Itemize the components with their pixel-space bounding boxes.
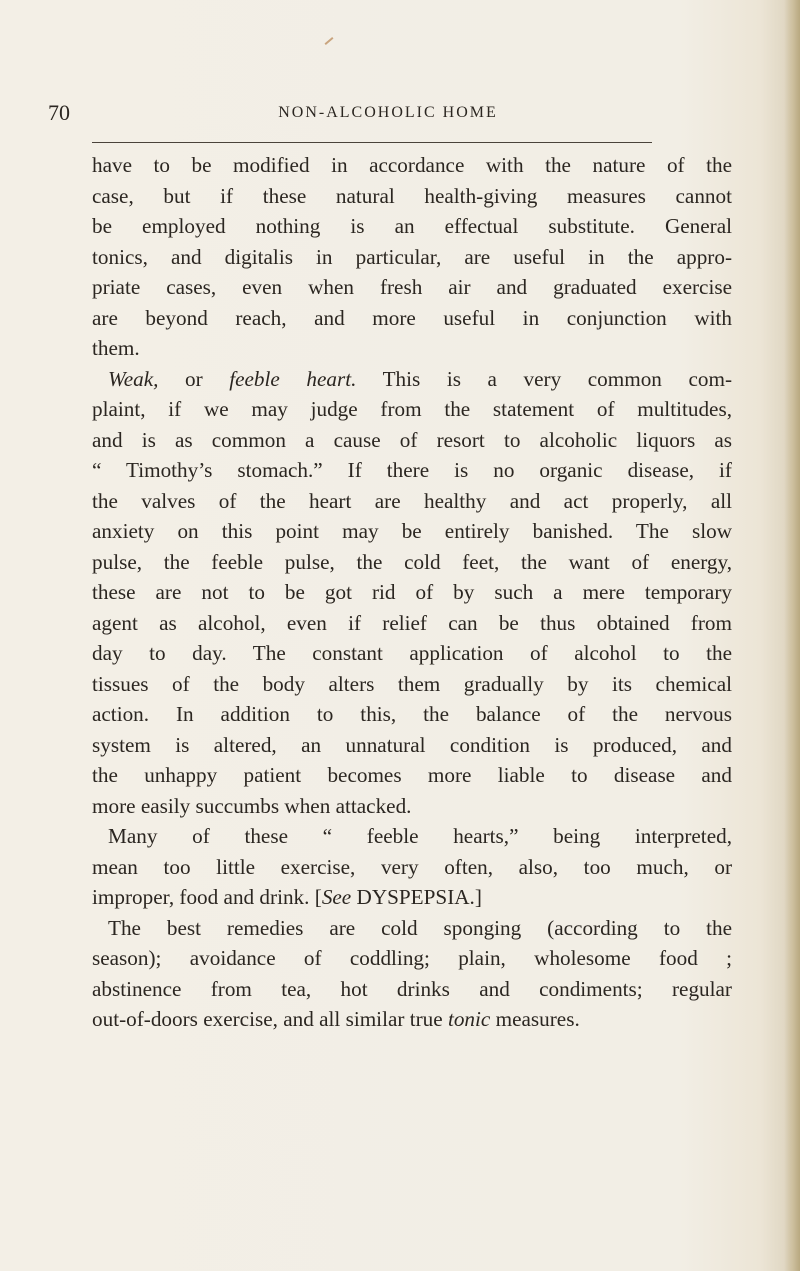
text-span: or [158,366,230,391]
text-span: “ Timothy’s stomach.” If there is no organic disease, if [92,458,732,482]
text-span: the valves of the heart are healthy and act properly, all [92,488,732,513]
text-line [92,821,732,852]
text-span: out-of-doors exercise, and all similar true [92,1007,448,1031]
italic-text: See [321,885,352,909]
text-span: them. [92,336,140,360]
text-span: and is as common a cause of resort to alcoholic liquors as [92,427,732,452]
text-span: system is altered, an unnatural condition is produced, and [92,732,732,757]
text-line [92,181,732,212]
pencil-tick-mark [325,37,334,45]
text-span: pulse, the feeble pulse, the cold feet, the want of energy, [92,549,732,574]
text-line [92,333,732,364]
text-line [92,852,732,883]
text-line [92,364,732,395]
page-header [48,88,738,128]
text-line [92,669,732,700]
text-span: have to be modified in accordance with the nature of the [92,153,732,177]
text-line [92,455,732,486]
text-span: tissues of the body alters them gradually by its chemical [92,671,732,696]
text-span: Many of these “ feeble hearts,” being interpreted, [108,824,732,848]
text-line [92,730,732,761]
page-number: 70 [48,100,70,125]
text-line [92,760,732,791]
text-line [92,791,732,822]
text-span: tonics, and digitalis in particular, are useful in the appro- [92,244,732,269]
text-span: measures. [490,1007,580,1031]
text-line [92,1004,732,1035]
text-span: mean too little exercise, very often, also, too much, or [92,854,732,879]
running-head: NON-ALCOHOLIC HOME [278,104,498,121]
text-span: day to day. The constant application of alcohol to the [92,641,732,665]
body-text [92,150,732,1035]
text-span: The best remedies are cold sponging (according to the [108,915,732,940]
text-span: these are not to be got rid of by such a mere temporary [92,580,732,604]
text-line [92,486,732,517]
header-rule [92,142,652,143]
text-line [92,943,732,974]
text-line [92,882,732,913]
text-line [92,608,732,639]
text-span: priate cases, even when fresh air and graduated exercise [92,275,732,299]
text-line [92,516,732,547]
text-span: season); avoidance of coddling; plain, wholesome food ; [92,946,732,970]
text-line [92,577,732,608]
page-edge-shadow [784,0,800,1271]
text-span: plaint, if we may judge from the statement of multitudes, [92,397,732,421]
text-line [92,638,732,669]
text-span: action. In addition to this, the balance of the nervous [92,702,732,726]
text-span: abstinence from tea, hot drinks and condiments; regular [92,976,732,1001]
text-span: agent as alcohol, even if relief can be thus obtained from [92,610,732,635]
text-line [92,211,732,242]
text-line [92,547,732,578]
text-line [92,974,732,1005]
text-span: be employed nothing is an effectual substitute. General [92,214,732,238]
text-span: This is a very common com- [356,366,733,391]
text-line [92,699,732,730]
text-span: DYSPEPSIA.] [351,885,482,909]
text-line [92,425,732,456]
text-line [92,242,732,273]
text-span: improper, food and drink. [ [92,885,322,909]
text-span: anxiety on this point may be entirely banished. The slow [92,519,732,543]
text-line [92,150,732,181]
italic-text: tonic [447,1007,491,1031]
text-span: case, but if these natural health-giving measures cannot [92,183,732,208]
italic-text: feeble heart. [229,366,357,391]
text-line [92,303,732,334]
text-span: are beyond reach, and more useful in conjunction with [92,305,732,330]
text-line [92,913,732,944]
text-line [92,272,732,303]
italic-text: Weak, [108,366,159,391]
text-span: the unhappy patient becomes more liable to disease and [92,763,732,787]
text-span: more easily succumbs when attacked. [92,793,412,818]
text-line [92,394,732,425]
